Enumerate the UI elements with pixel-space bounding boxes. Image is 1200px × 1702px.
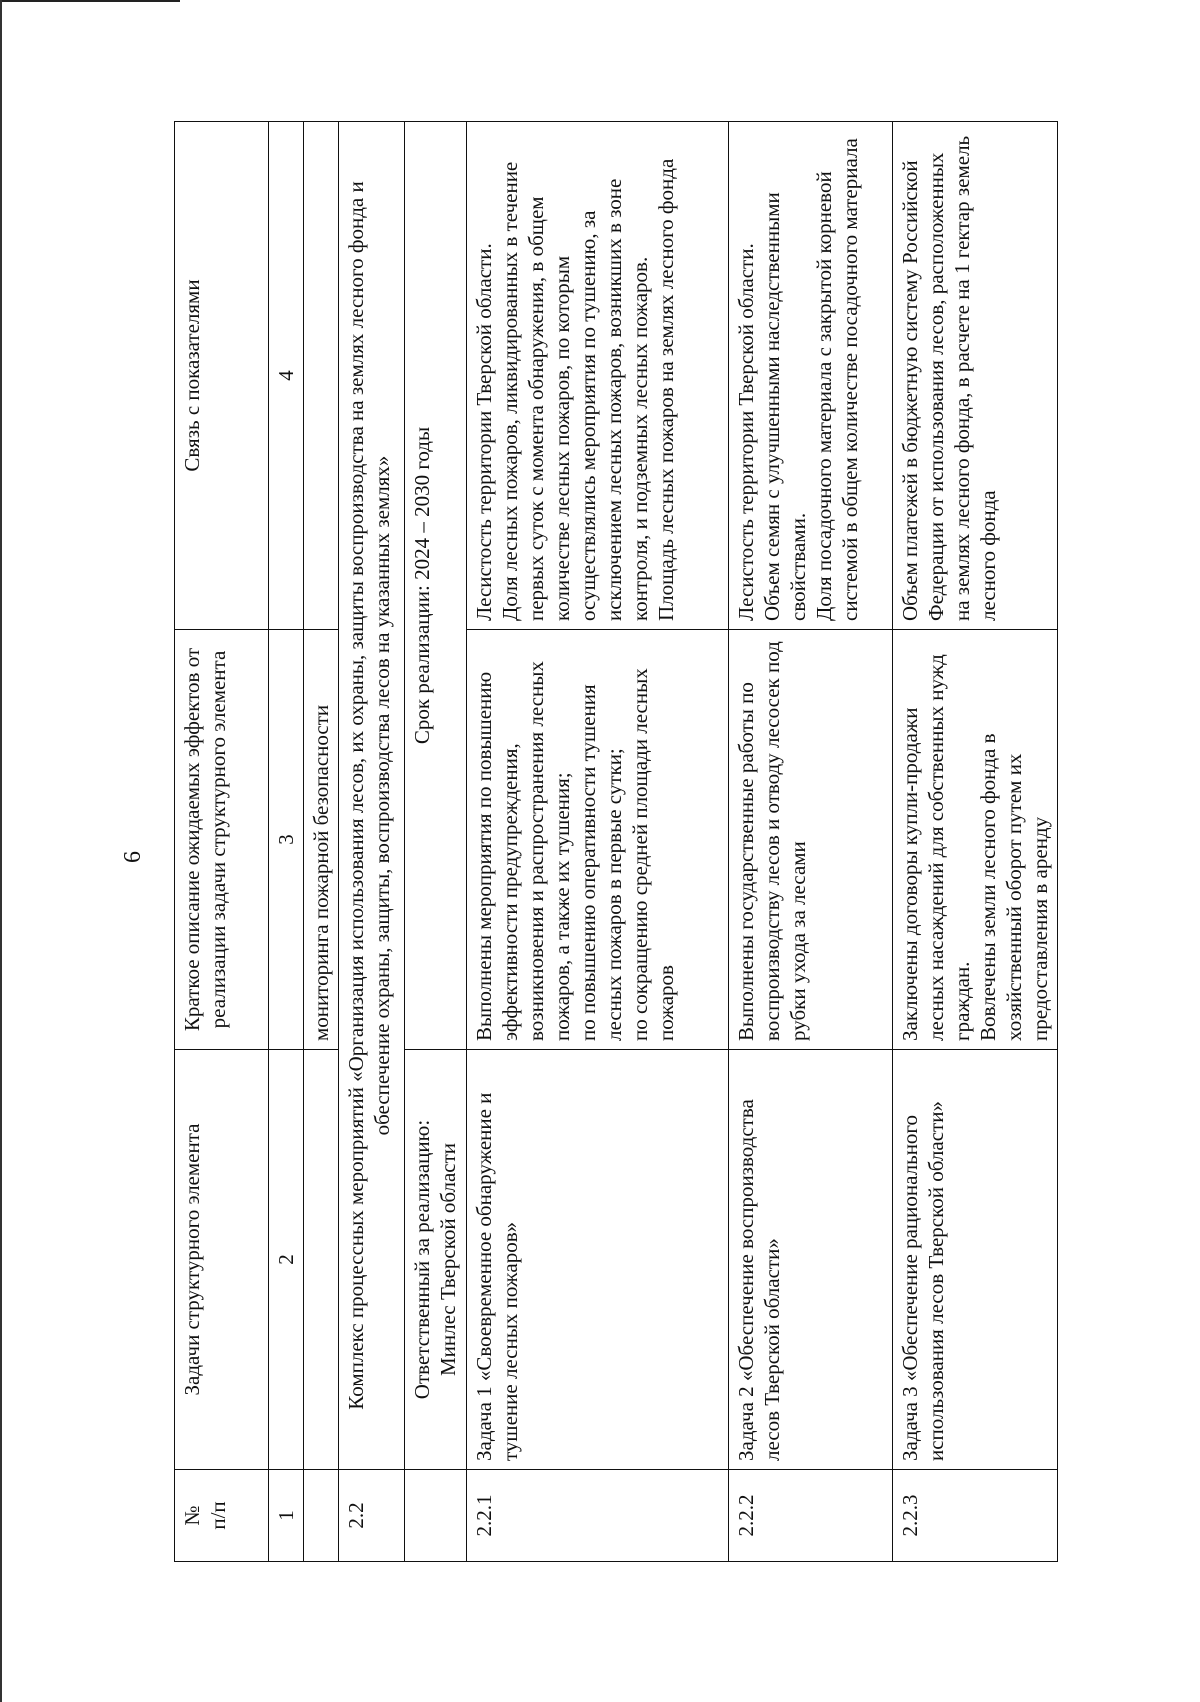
index-cell-1: 1: [269, 1470, 304, 1562]
table-header-row: [175, 122, 269, 1562]
row-number: 2.2.1: [467, 1470, 729, 1562]
scan-left-border: [0, 0, 2, 1702]
row-task: Задача 3 «Обеспечение рационального использования лесов Тверской области»: [893, 1050, 1058, 1470]
row-effects: Заключены договоры купли-продажи лесных насаждений для собственных нужд граждан. Вовлечены земли лесного фонда в хозяйственный оборот путем их предоставления в аренду: [893, 630, 1058, 1050]
row-indicators: Лесистость территории Тверской области. Объем семян с улучшенными наследственными свойствами. Доля посадочного материала с закрытой корневой системой в общем количестве посадочного материала: [729, 122, 893, 630]
row-number: 2.2.3: [893, 1470, 1058, 1562]
index-cell-4: 4: [269, 122, 304, 630]
row-effects: Выполнены мероприятия по повышению эффективности предупреждения, возникновения и распространения лесных пожаров, а также их тушения; по повышению оперативности тушения лесных пожаров в первые сутки; по сокращению средней площади лесных пожаров: [467, 630, 729, 1050]
responsible-cell: Ответственный за реализацию: Минлес Тверской области: [405, 1050, 467, 1470]
index-row: [269, 122, 304, 1562]
row-number: 2.2.2: [729, 1470, 893, 1562]
index-cell-2: 2: [269, 1050, 304, 1470]
scan-edge-line: [0, 0, 180, 2]
header-effects: Краткое описание ожидаемых эффектов от реализации задачи структурного элемента: [175, 630, 269, 1050]
index-cell-3: 3: [269, 630, 304, 1050]
responsible-row: [405, 122, 467, 1562]
term-cell: Срок реализации: 2024 – 2030 годы: [405, 122, 467, 1050]
row-task: Задача 1 «Своевременное обнаружение и тушение лесных пожаров»: [467, 1050, 729, 1470]
continuation-indicators: [304, 122, 339, 630]
row-indicators: Объем платежей в бюджетную систему Российской Федерации от использования лесов, расположенных на землях лесного фонда, в расчете на 1 гектар земель лесного фонда: [893, 122, 1058, 630]
complex-title: Комплекс процессных мероприятий «Организация использования лесов, их охраны, защиты воспроизводства на землях лесного фонда и обеспечение охраны, защиты, воспроизводства лесов на указанных землях»: [339, 122, 405, 1470]
responsible-num: [405, 1470, 467, 1562]
page-number: 6: [120, 851, 146, 863]
header-tasks: Задачи структурного элемента: [175, 1050, 269, 1470]
continuation-num: [304, 1470, 339, 1562]
continuation-effects: мониторинга пожарной безопасности: [304, 630, 339, 1050]
header-indicators: Связь с показателями: [175, 122, 269, 630]
continuation-row: [304, 122, 339, 1562]
table-row: [467, 122, 729, 1562]
continuation-task: [304, 1050, 339, 1470]
row-effects: Выполнены государственные работы по воспроизводству лесов и отводу лесосек под рубки ухода за лесами: [729, 630, 893, 1050]
header-number: № п/п: [175, 1470, 269, 1562]
complex-row: [339, 122, 405, 1562]
row-indicators: Лесистость территории Тверской области. Доля лесных пожаров, ликвидированных в течение первых суток с момента обнаружения, в общем количестве лесных пожаров, по которым осуществлялись мероприятия по тушению, за исключением лесных пожаров, возникших в зоне контроля, и подземных лесных пожаров. Площадь лесных пожаров на землях лесного фонда: [467, 122, 729, 630]
table-row: [729, 122, 893, 1562]
row-task: Задача 2 «Обеспечение воспроизводства лесов Тверской области»: [729, 1050, 893, 1470]
complex-number: 2.2: [339, 1470, 405, 1562]
program-structure-table: [174, 121, 1058, 1562]
table-row: [893, 122, 1058, 1562]
